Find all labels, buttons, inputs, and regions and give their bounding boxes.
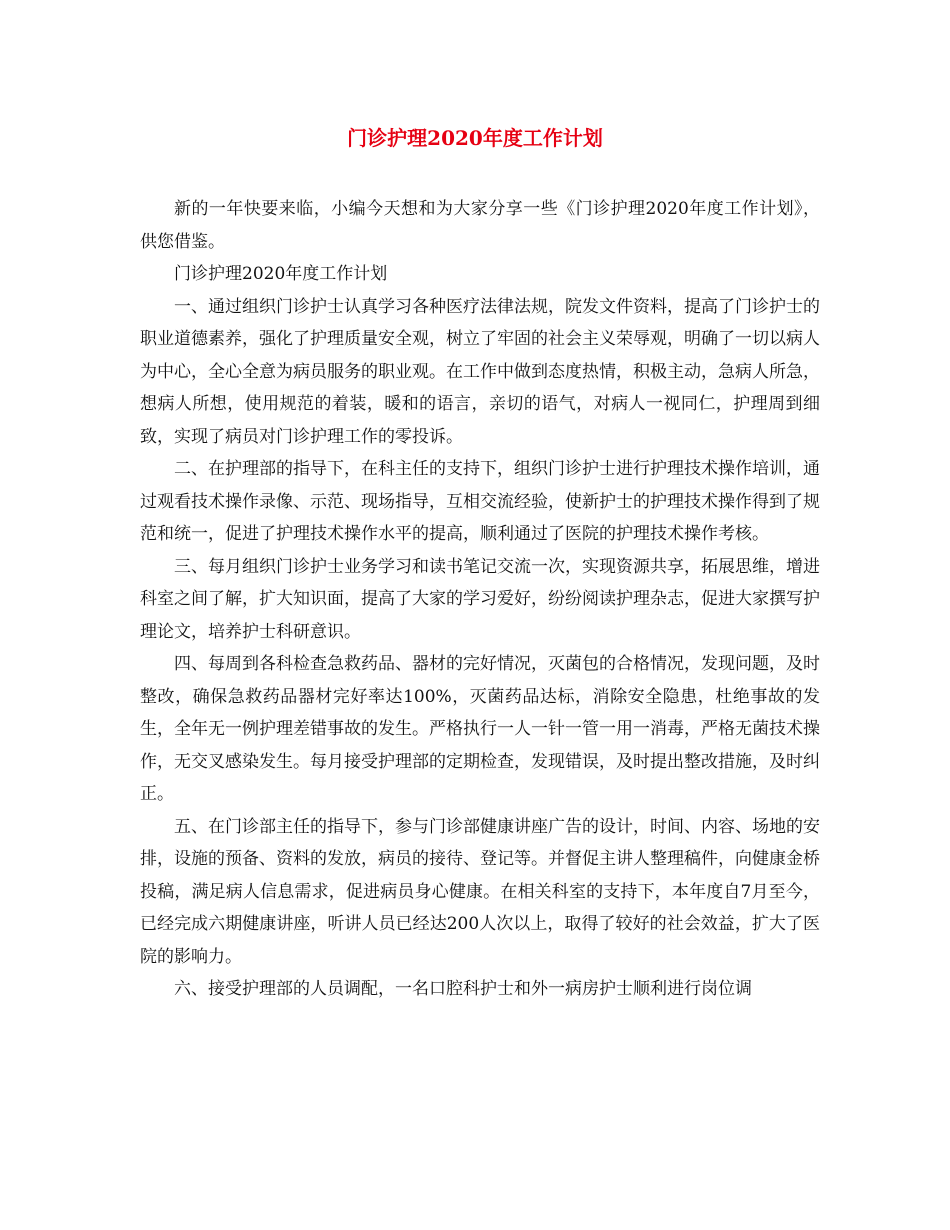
paragraph-item-2: 二、在护理部的指导下，在科主任的支持下，组织门诊护士进行护理技术操作培训，通过观看技术操作录像、示范、现场指导，互相交流经验，使新护士的护理技术操作得到了规范和统一，促进了护理技术操作水平的提高，顺利通过了医院的护理技术操作考核。 [140, 459, 820, 544]
paragraph-item-3: 三、每月组织门诊护士业务学习和读书笔记交流一次，实现资源共享，拓展思维，增进科室之间了解，扩大知识面，提高了大家的学习爱好，纷纷阅读护理杂志，促进大家撰写护理论文，培养护士科研意识。 [140, 556, 820, 642]
paragraph-item-4: 四、每周到各科检查急救药品、器材的完好情况，灭菌包的合格情况，发现问题，及时整改，确保急救药品器材完好率达100%，灭菌药品达标，消除安全隐患，杜绝事故的发生，全年无一例护理差错事故的发生。严格执行一人一针一管一用一消毒，严格无菌技术操作，无交叉感染发生。每月接受护理部的定期检查，发现错误，及时提出整改措施，及时纠正。 [140, 654, 820, 804]
paragraph-intro: 新的一年快要来临，小编今天想和为大家分享一些《门诊护理2020年度工作计划》，供您借鉴。 [140, 199, 820, 252]
paragraph-subtitle: 门诊护理2020年度工作计划 [174, 264, 388, 284]
paragraph-item-6: 六、接受护理部的人员调配，一名口腔科护士和外一病房护士顺利进行岗位调 [174, 979, 752, 999]
document-title: 门诊护理2020年度工作计划 [347, 126, 603, 150]
paragraph-item-1: 一、通过组织门诊护士认真学习各种医疗法律法规，院发文件资料，提高了门诊护士的职业道德素养，强化了护理质量安全观，树立了牢固的社会主义荣辱观，明确了一切以病人为中心，全心全意为病员服务的职业观。在工作中做到态度热情，积极主动，急病人所急，想病人所想，使用规范的着装，暖和的语言，亲切的语气，对病人一视同仁，护理周到细致，实现了病员对门诊护理工作的零投诉。 [140, 296, 820, 447]
document-body [140, 193, 820, 1006]
paragraph-item-5: 五、在门诊部主任的指导下，参与门诊部健康讲座广告的设计，时间、内容、场地的安排，设施的预备、资料的发放，病员的接待、登记等。并督促主讲人整理稿件，向健康金桥投稿，满足病人信息需求，促进病员身心健康。在相关科室的支持下，本年度自7月至今，已经完成六期健康讲座，听讲人员已经达200人次以上，取得了较好的社会效益，扩大了医院的影响力。 [140, 816, 820, 967]
